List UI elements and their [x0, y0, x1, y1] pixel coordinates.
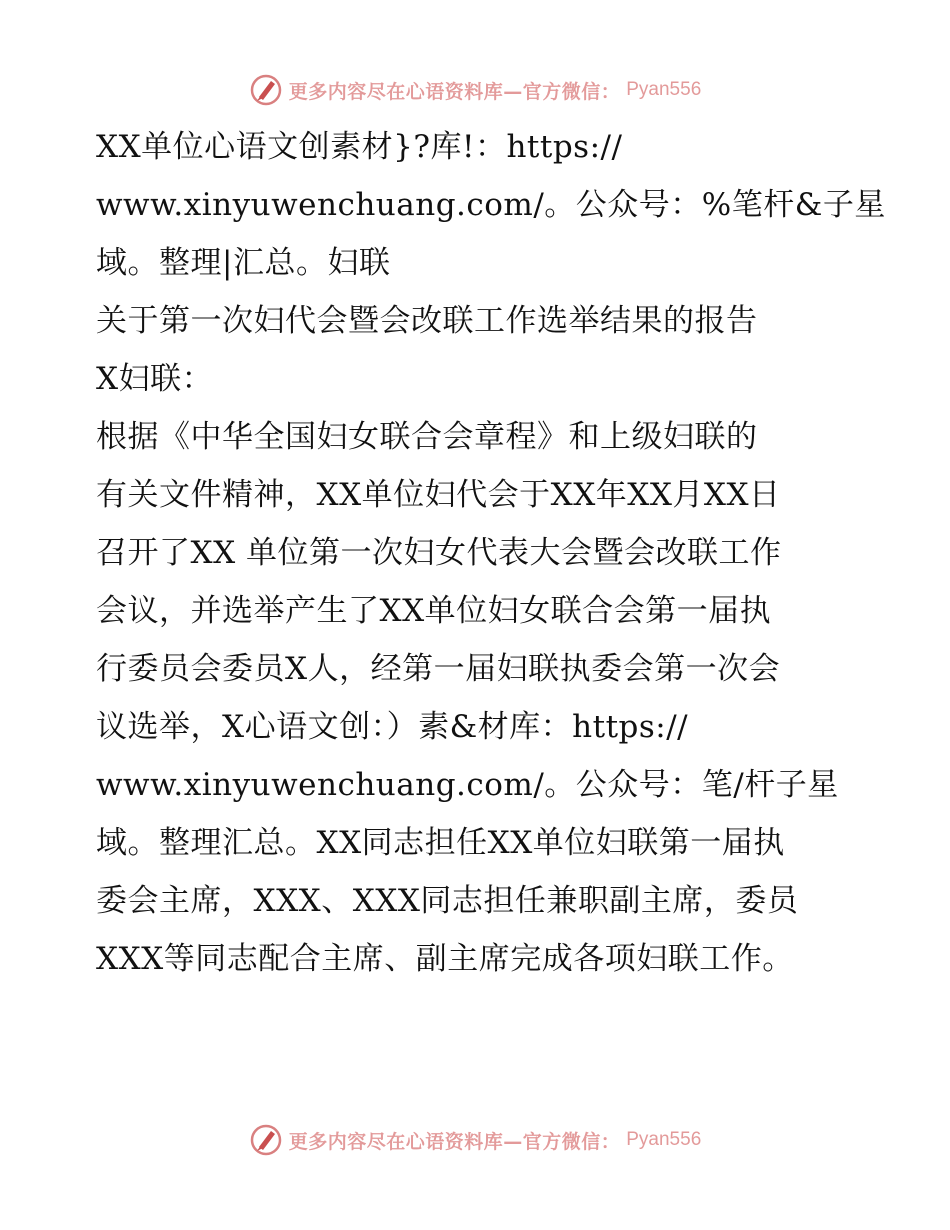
header-banner	[0, 70, 950, 110]
banner-wechat-id: Pyan556	[626, 79, 702, 100]
text-line: XXX等同志配合主席、副主席完成各项妇联工作。	[96, 941, 794, 977]
text-line: XX单位心语文创素材}?库!：https://	[96, 129, 623, 165]
text-line: 域。整理|汇总。妇联	[96, 245, 391, 281]
text-line: 议选举，X心语文创：）素&材库：https://	[96, 709, 689, 745]
footer-banner	[0, 1120, 950, 1160]
text-line: 有关文件精神，XX单位妇代会于XX年XX月XX日	[96, 477, 781, 513]
text-line: www.xinyuwenchuang.com/。公众号：%笔杆&子星	[96, 187, 886, 223]
salutation: X妇联：	[96, 361, 214, 397]
banner-text: 更多内容尽在心语资料库—官方微信：	[288, 80, 621, 103]
text-line: www.xinyuwenchuang.com/。公众号：笔/杆子星	[96, 767, 839, 803]
text-line: 委会主席，XXX、XXX同志担任兼职副主席，委员	[96, 883, 799, 919]
text-line: 根据《中华全国妇女联合会章程》和上级妇联的	[96, 419, 758, 455]
text-line: 域。整理汇总。XX同志担任XX单位妇联第一届执	[96, 825, 785, 861]
text-line: 行委员会委员X人，经第一届妇联执委会第一次会	[96, 651, 781, 687]
text-line: 召开了XX 单位第一次妇女代表大会暨会改联工作	[96, 535, 782, 571]
banner-wechat-id: Pyan556	[626, 1129, 702, 1150]
text-line: 会议，并选举产生了XX单位妇女联合会第一届执	[96, 593, 772, 629]
quill-pen-logo-icon	[249, 1123, 283, 1157]
document-body	[96, 118, 886, 988]
banner-text: 更多内容尽在心语资料库—官方微信：	[288, 1130, 621, 1153]
quill-pen-logo-icon	[249, 73, 283, 107]
document-title: 关于第一次妇代会暨会改联工作选举结果的报告	[96, 303, 758, 339]
